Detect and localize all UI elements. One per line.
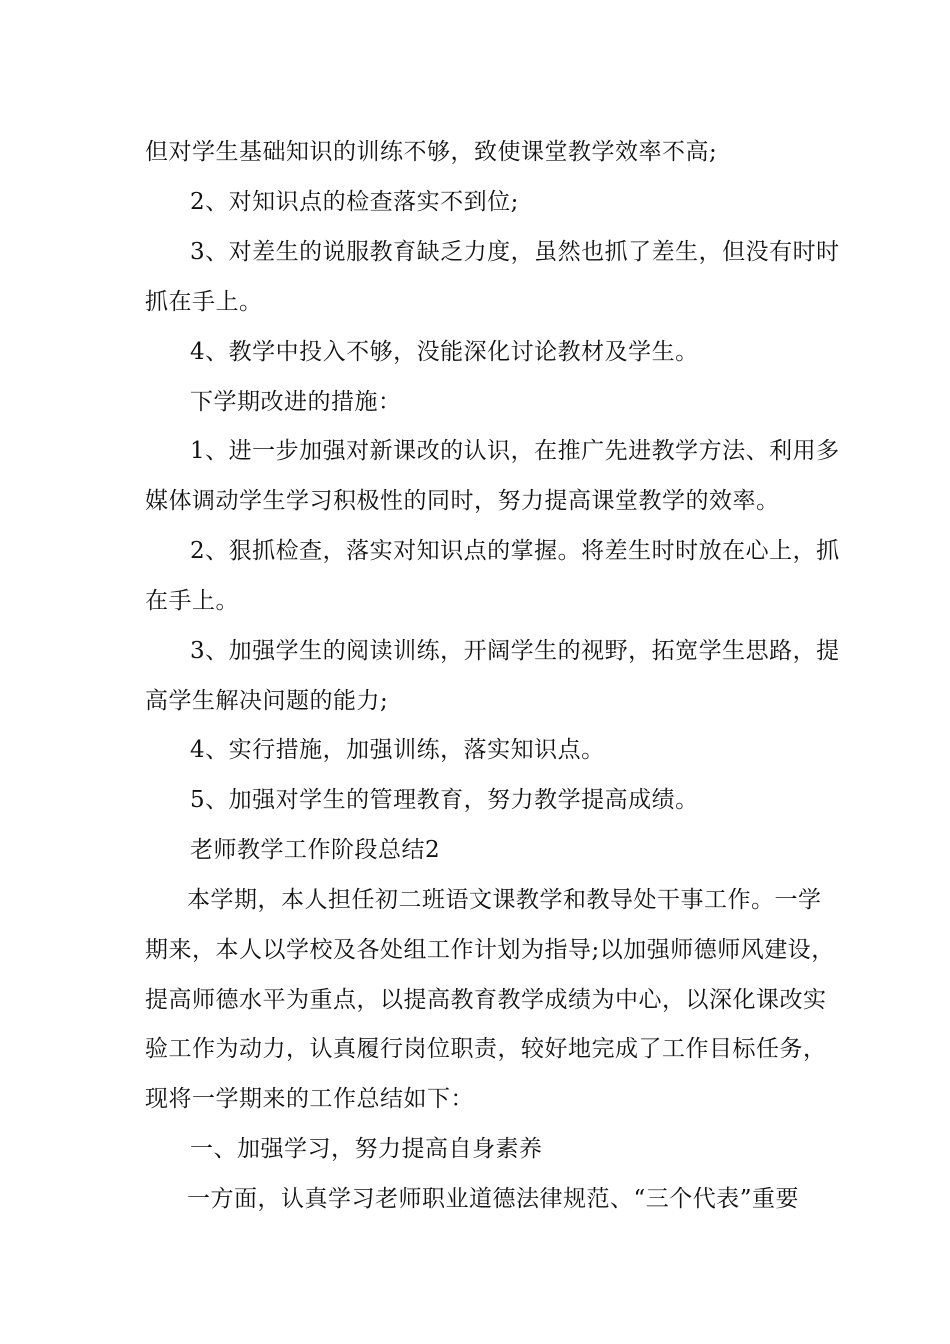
paragraph-line: 4、教学中投入不够，没能深化讨论教材及学生。 <box>190 339 699 365</box>
paragraph-line: 2、狠抓检查，落实对知识点的掌握。将差生时时放在心上，抓 <box>190 538 840 564</box>
section-heading: 一、加强学习，努力提高自身素养 <box>190 1136 543 1162</box>
paragraph-line: 提高师德水平为重点，以提高教育教学成绩为中心，以深化课改实 <box>145 987 827 1013</box>
paragraph-line: 高学生解决问题的能力; <box>145 688 389 714</box>
paragraph-line: 媒体调动学生学习积极性的同时，努力提高课堂教学的效率。 <box>145 488 780 514</box>
paragraph-line: 现将一学期来的工作总结如下： <box>145 1086 474 1112</box>
paragraph-line: 抓在手上。 <box>145 289 263 315</box>
paragraph-line: 期来，本人以学校及各处组工作计划为指导;以加强师德师风建设， <box>145 937 835 963</box>
paragraph-line: 一方面，认真学习老师职业道德法律规范、“三个代表”重要 <box>187 1186 800 1212</box>
section-title: 老师教学工作阶段总结2 <box>190 837 441 863</box>
paragraph-line: 4、实行措施，加强训练，落实知识点。 <box>190 737 605 763</box>
section-heading: 下学期改进的措施： <box>190 389 402 415</box>
paragraph-line: 但对学生基础知识的训练不够，致使课堂教学效率不高; <box>145 139 718 165</box>
paragraph-line: 验工作为动力，认真履行岗位职责，较好地完成了工作目标任务， <box>145 1036 827 1062</box>
paragraph-line: 在手上。 <box>145 588 239 614</box>
paragraph-line: 2、对知识点的检查落实不到位; <box>190 189 519 215</box>
paragraph-line: 1、进一步加强对新课改的认识，在推广先进教学方法、利用多 <box>190 438 840 464</box>
paragraph-line: 3、加强学生的阅读训练，开阔学生的视野，拓宽学生思路，提 <box>190 638 840 664</box>
paragraph-line: 本学期，本人担任初二班语文课教学和教导处干事工作。一学 <box>187 887 822 913</box>
paragraph-line: 5、加强对学生的管理教育，努力教学提高成绩。 <box>190 787 699 813</box>
paragraph-line: 3、对差生的说服教育缺乏力度，虽然也抓了差生，但没有时时 <box>190 239 840 265</box>
